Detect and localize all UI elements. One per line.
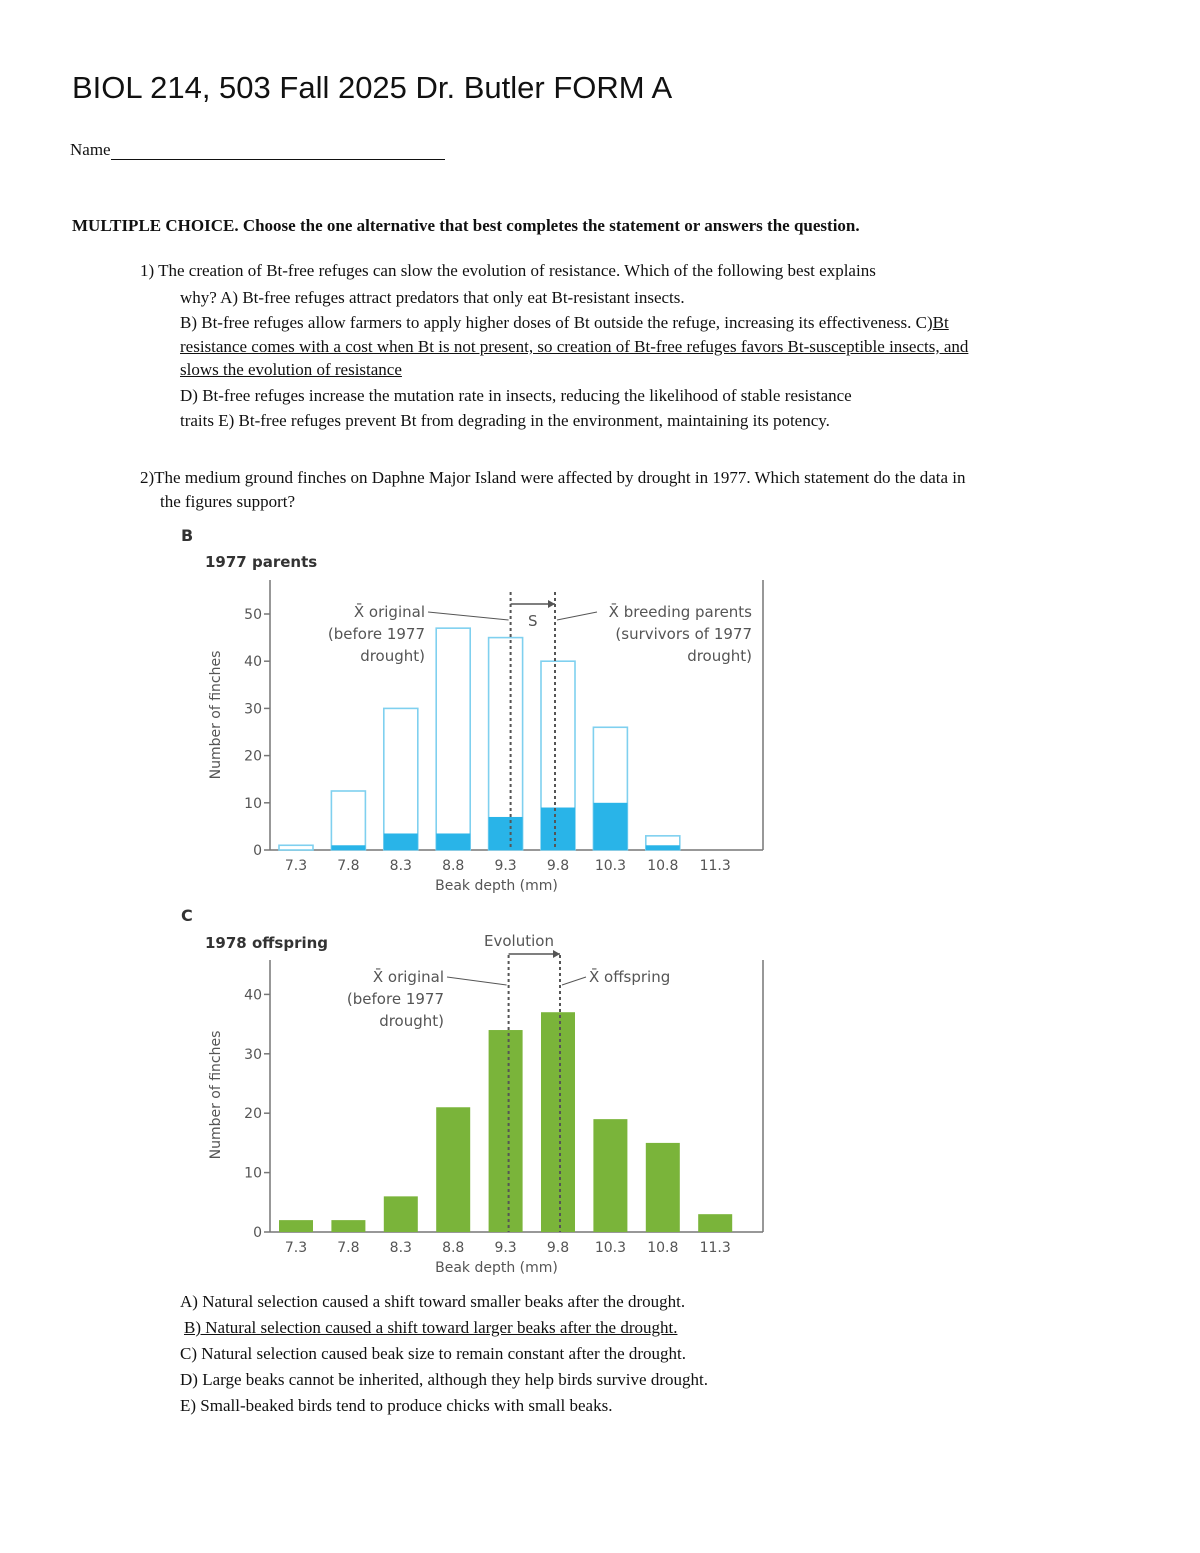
y-tick-label: 0 bbox=[253, 1225, 262, 1241]
q2-option-e: E) Small-beaked birds tend to produce chicks with small beaks. bbox=[180, 1396, 613, 1415]
bar-offspring bbox=[436, 1107, 470, 1232]
x-tick-label: 8.8 bbox=[442, 858, 465, 874]
bar-offspring bbox=[541, 1012, 575, 1232]
breeding-annotation-leader bbox=[557, 612, 597, 620]
breeding-parents-annotation: X̄ breeding parents bbox=[608, 603, 752, 621]
original-mean-annotation: (before 1977 bbox=[346, 990, 444, 1008]
q1-option-d: D) Bt-free refuges increase the mutation rate in insects, reducing the likelihood of stable resistance bbox=[180, 386, 852, 405]
name-field[interactable] bbox=[70, 140, 445, 160]
original-mean-annotation: drought) bbox=[379, 1012, 444, 1030]
x-tick-label: 8.8 bbox=[442, 1240, 465, 1256]
q1-option-b: B) Bt-free refuges allow farmers to apply higher doses of Bt outside the refuge, increasing its effectiveness. C) bbox=[180, 313, 933, 332]
x-tick-label: 11.3 bbox=[699, 858, 731, 874]
x-tick-label: 8.3 bbox=[389, 1240, 412, 1256]
x-tick-label: 7.8 bbox=[337, 1240, 360, 1256]
bar-total bbox=[331, 791, 365, 850]
x-tick-label: 7.8 bbox=[337, 858, 360, 874]
bar-survivors bbox=[436, 833, 470, 850]
y-tick-label: 30 bbox=[244, 701, 262, 718]
y-tick-label: 20 bbox=[244, 1106, 262, 1123]
y-tick-label: 40 bbox=[244, 654, 262, 671]
breeding-parents-annotation: drought) bbox=[687, 647, 752, 665]
q1-correct-answer-line-3: slows the evolution of resistance bbox=[180, 360, 402, 379]
y-tick-label: 0 bbox=[253, 843, 262, 859]
original-annotation-leader bbox=[447, 977, 507, 985]
q2-option-c: C) Natural selection caused beak size to remain constant after the drought. bbox=[180, 1344, 687, 1363]
x-tick-label: 8.3 bbox=[389, 858, 412, 874]
breeding-parents-annotation: (survivors of 1977 bbox=[615, 625, 752, 643]
x-tick-label: 10.8 bbox=[647, 858, 679, 874]
q1-line-1: 1) The creation of Bt-free refuges can slow the evolution of resistance. Which of the following best explains bbox=[140, 261, 876, 280]
bar-survivors bbox=[384, 833, 418, 850]
y-axis-title: Number of finches bbox=[208, 650, 224, 780]
x-tick-label: 10.3 bbox=[594, 858, 626, 874]
x-tick-label: 7.3 bbox=[284, 858, 308, 874]
y-tick-label: 20 bbox=[244, 748, 262, 765]
y-tick-label: 10 bbox=[244, 795, 262, 812]
s-arrow-head bbox=[548, 600, 555, 608]
bar-total bbox=[279, 845, 313, 850]
q2-option-b-correct: B) Natural selection caused a shift toward larger beaks after the drought. bbox=[184, 1318, 678, 1337]
x-tick-label: 7.3 bbox=[284, 1240, 308, 1256]
name-blank-line[interactable] bbox=[111, 141, 445, 160]
y-axis-title: Number of finches bbox=[208, 1030, 224, 1160]
x-tick-label: 9.8 bbox=[546, 858, 570, 874]
bar-survivors bbox=[593, 803, 627, 850]
q2-line-2: the figures support? bbox=[160, 492, 296, 511]
x-axis-title: Beak depth (mm) bbox=[435, 878, 558, 894]
bar-offspring bbox=[646, 1143, 680, 1232]
x-tick-label: 10.3 bbox=[594, 1240, 626, 1256]
q2-line-1: 2)The medium ground finches on Daphne Major Island were affected by drought in 1977. Which statement do the data in bbox=[140, 468, 966, 487]
bar-total bbox=[384, 708, 418, 850]
x-tick-label: 9.3 bbox=[494, 1240, 517, 1256]
figure-c-panel-letter: C bbox=[181, 906, 193, 925]
instructions: MULTIPLE CHOICE. Choose the one alternative that best completes the statement or answers the question. bbox=[72, 216, 860, 235]
original-mean-annotation: (before 1977 bbox=[327, 625, 425, 643]
x-tick-label: 9.3 bbox=[494, 858, 517, 874]
q1-line-2: why? A) Bt-free refuges attract predators that only eat Bt-resistant insects. bbox=[180, 288, 685, 307]
evolution-label: Evolution bbox=[484, 932, 554, 950]
figure-b-title: 1977 parents bbox=[205, 553, 318, 571]
y-tick-label: 30 bbox=[244, 1046, 262, 1063]
bar-total bbox=[436, 628, 470, 850]
q2-option-a: A) Natural selection caused a shift toward smaller beaks after the drought. bbox=[180, 1292, 686, 1311]
figure-b-panel-letter: B bbox=[181, 526, 194, 545]
offspring-mean-annotation: X̄ offspring bbox=[589, 968, 671, 986]
bar-offspring bbox=[593, 1119, 627, 1232]
y-tick-label: 50 bbox=[244, 607, 262, 623]
bar-offspring bbox=[489, 1030, 523, 1232]
original-mean-annotation: X̄ original bbox=[353, 603, 425, 621]
bar-offspring bbox=[698, 1214, 732, 1232]
offspring-annotation-leader bbox=[562, 977, 586, 985]
q1-correct-answer-line-2: resistance comes with a cost when Bt is not present, so creation of Bt-free refuges favors Bt-susceptible insects, and bbox=[180, 337, 969, 356]
y-tick-label: 40 bbox=[244, 987, 262, 1004]
bar-survivors bbox=[331, 845, 365, 850]
original-annotation-leader bbox=[428, 612, 509, 620]
figure-c-title: 1978 offspring bbox=[205, 934, 329, 952]
figure-c-chart bbox=[0, 925, 800, 1285]
name-label: Name bbox=[70, 140, 111, 159]
bar-survivors bbox=[646, 845, 680, 850]
q1-correct-answer-start: Bt bbox=[932, 313, 949, 332]
q1-option-e: traits E) Bt-free refuges prevent Bt from degrading in the environment, maintaining its potency. bbox=[180, 411, 830, 430]
original-mean-annotation: drought) bbox=[360, 647, 425, 665]
x-tick-label: 9.8 bbox=[546, 1240, 570, 1256]
bar-offspring bbox=[384, 1196, 418, 1232]
bar-survivors bbox=[541, 808, 575, 850]
q2-option-d: D) Large beaks cannot be inherited, although they help birds survive drought. bbox=[180, 1370, 708, 1389]
bar-offspring bbox=[279, 1220, 313, 1232]
figure-b-chart bbox=[0, 570, 800, 900]
original-mean-annotation: X̄ original bbox=[372, 968, 444, 986]
q1-line-3 bbox=[180, 313, 949, 333]
evolution-arrow-head bbox=[553, 950, 560, 958]
x-tick-label: 10.8 bbox=[647, 1240, 679, 1256]
s-label: S bbox=[528, 612, 538, 630]
x-axis-title: Beak depth (mm) bbox=[435, 1260, 558, 1276]
page-title: BIOL 214, 503 Fall 2025 Dr. Butler FORM A bbox=[72, 70, 673, 105]
y-tick-label: 10 bbox=[244, 1165, 262, 1182]
bar-offspring bbox=[331, 1220, 365, 1232]
x-tick-label: 11.3 bbox=[699, 1240, 731, 1256]
bar-survivors bbox=[489, 817, 523, 850]
